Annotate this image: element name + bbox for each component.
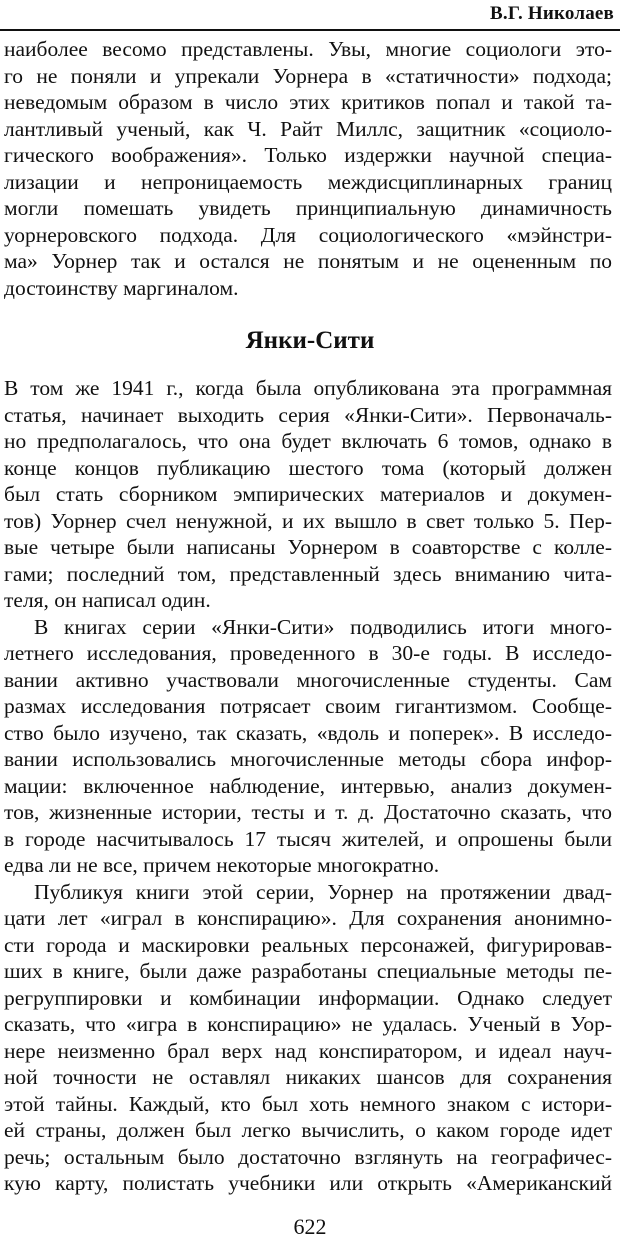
text-line: кую карту, полистать учебники или открыть «Американский xyxy=(4,1171,612,1196)
text-line: ство было изучено, так сказать, «вдоль и поперек». В исследо- xyxy=(4,720,612,745)
text-line: достоинству маргиналом. xyxy=(4,275,239,300)
text-line: цати лет «играл в конспирацию». Для сохранения анонимно- xyxy=(4,906,612,931)
text-line: ей страны, должен был легко вычислить, о каком городе идет xyxy=(4,1118,612,1143)
text-line: в городе насчитывалось 17 тысяч жителей, и опрошены были xyxy=(4,826,612,851)
text-line: теля, он написал один. xyxy=(4,588,211,613)
text-line: был стать сборником эмпирических материалов и докумен- xyxy=(4,482,612,507)
text-line: могли помешать увидеть принципиальную динамичность xyxy=(4,196,612,220)
text-line: лантливый ученый, как Ч. Райт Миллс, защитник «социоло- xyxy=(4,116,612,141)
text-line: речь; остальным было достаточно взглянуть на географичес- xyxy=(4,1144,612,1169)
text-line: сти города и маскировки реальных персонажей, фигурировав- xyxy=(4,932,612,957)
text-line: Публикуя книги этой серии, Уорнер на протяжении двад- xyxy=(34,879,612,904)
text-line: вании использовались многочисленные методы сбора инфор- xyxy=(4,747,612,772)
text-line: вании активно участвовали многочисленные студенты. Сам xyxy=(4,667,612,692)
running-head: В.Г. Николаев xyxy=(490,3,614,24)
text-line: го не поняли и упрекали Уорнера в «статичности» подхода; xyxy=(4,63,612,88)
text-line: ной точности не оставлял никаких шансов для сохранения xyxy=(4,1065,612,1090)
text-line: размах исследования потрясает своим гигантизмом. Сообще- xyxy=(4,694,612,719)
text-line: В книгах серии «Янки-Сити» подводились итоги много- xyxy=(34,614,612,639)
text-line: конце концов публикацию шестого тома (который должен xyxy=(4,455,612,480)
text-line: сказать, что «игра в конспирацию» не удалась. Ученый в Уор- xyxy=(4,1012,612,1037)
text-line: статья, начинает выходить серия «Янки-Сити». Первоначаль- xyxy=(4,402,612,427)
text-line: регруппировки и комбинации информации. Однако следует xyxy=(4,985,612,1010)
text-line: гами; последний том, представленный здесь вниманию чита- xyxy=(4,561,612,586)
text-line: летнего исследования, проведенного в 30-е годы. В исследо- xyxy=(4,641,612,666)
text-line: уорнеровского подхода. Для социологического «мэйнстри- xyxy=(4,222,612,247)
text-line: но предполагалось, что она будет включать 6 томов, однако в xyxy=(4,429,612,454)
text-line: вые четыре были написаны Уорнером в соавторстве с колле- xyxy=(4,535,612,560)
text-line: неведомым образом в число этих критиков попал и такой та- xyxy=(4,90,612,114)
text-line: едва ли не все, причем некоторые многократно. xyxy=(4,853,440,878)
text-line: В том же 1941 г., когда была опубликована эта программная xyxy=(4,376,612,401)
header-rule xyxy=(0,29,620,31)
text-line: ма» Уорнер так и остался не понятым и не оцененным по xyxy=(4,249,612,273)
text-line: тов, жизненные истории, тесты и т. д. Достаточно сказать, что xyxy=(4,800,612,825)
text-line: нере неизменно брал верх над конспиратором, и идеал науч- xyxy=(4,1038,612,1063)
page-number: 622 xyxy=(293,1213,327,1239)
text-line: мации: включенное наблюдение, интервью, анализ докумен- xyxy=(4,773,612,798)
text-line: лизации и непроницаемость междисциплинарных границ xyxy=(4,169,612,194)
text-line: гического воображения». Только издержки научной специа- xyxy=(4,143,612,167)
text-line: тов) Уорнер счел ненужной, и их вышло в свет только 5. Пер- xyxy=(4,508,612,533)
text-line: наиболее весомо представлены. Увы, многие социологи это- xyxy=(4,37,612,61)
text-line: этой тайны. Каждый, кто был хоть немного знаком с истори- xyxy=(4,1091,612,1116)
section-title: Янки-Сити xyxy=(245,326,375,354)
text-line: ших в книге, были даже разработаны специальные методы пе- xyxy=(4,959,612,984)
